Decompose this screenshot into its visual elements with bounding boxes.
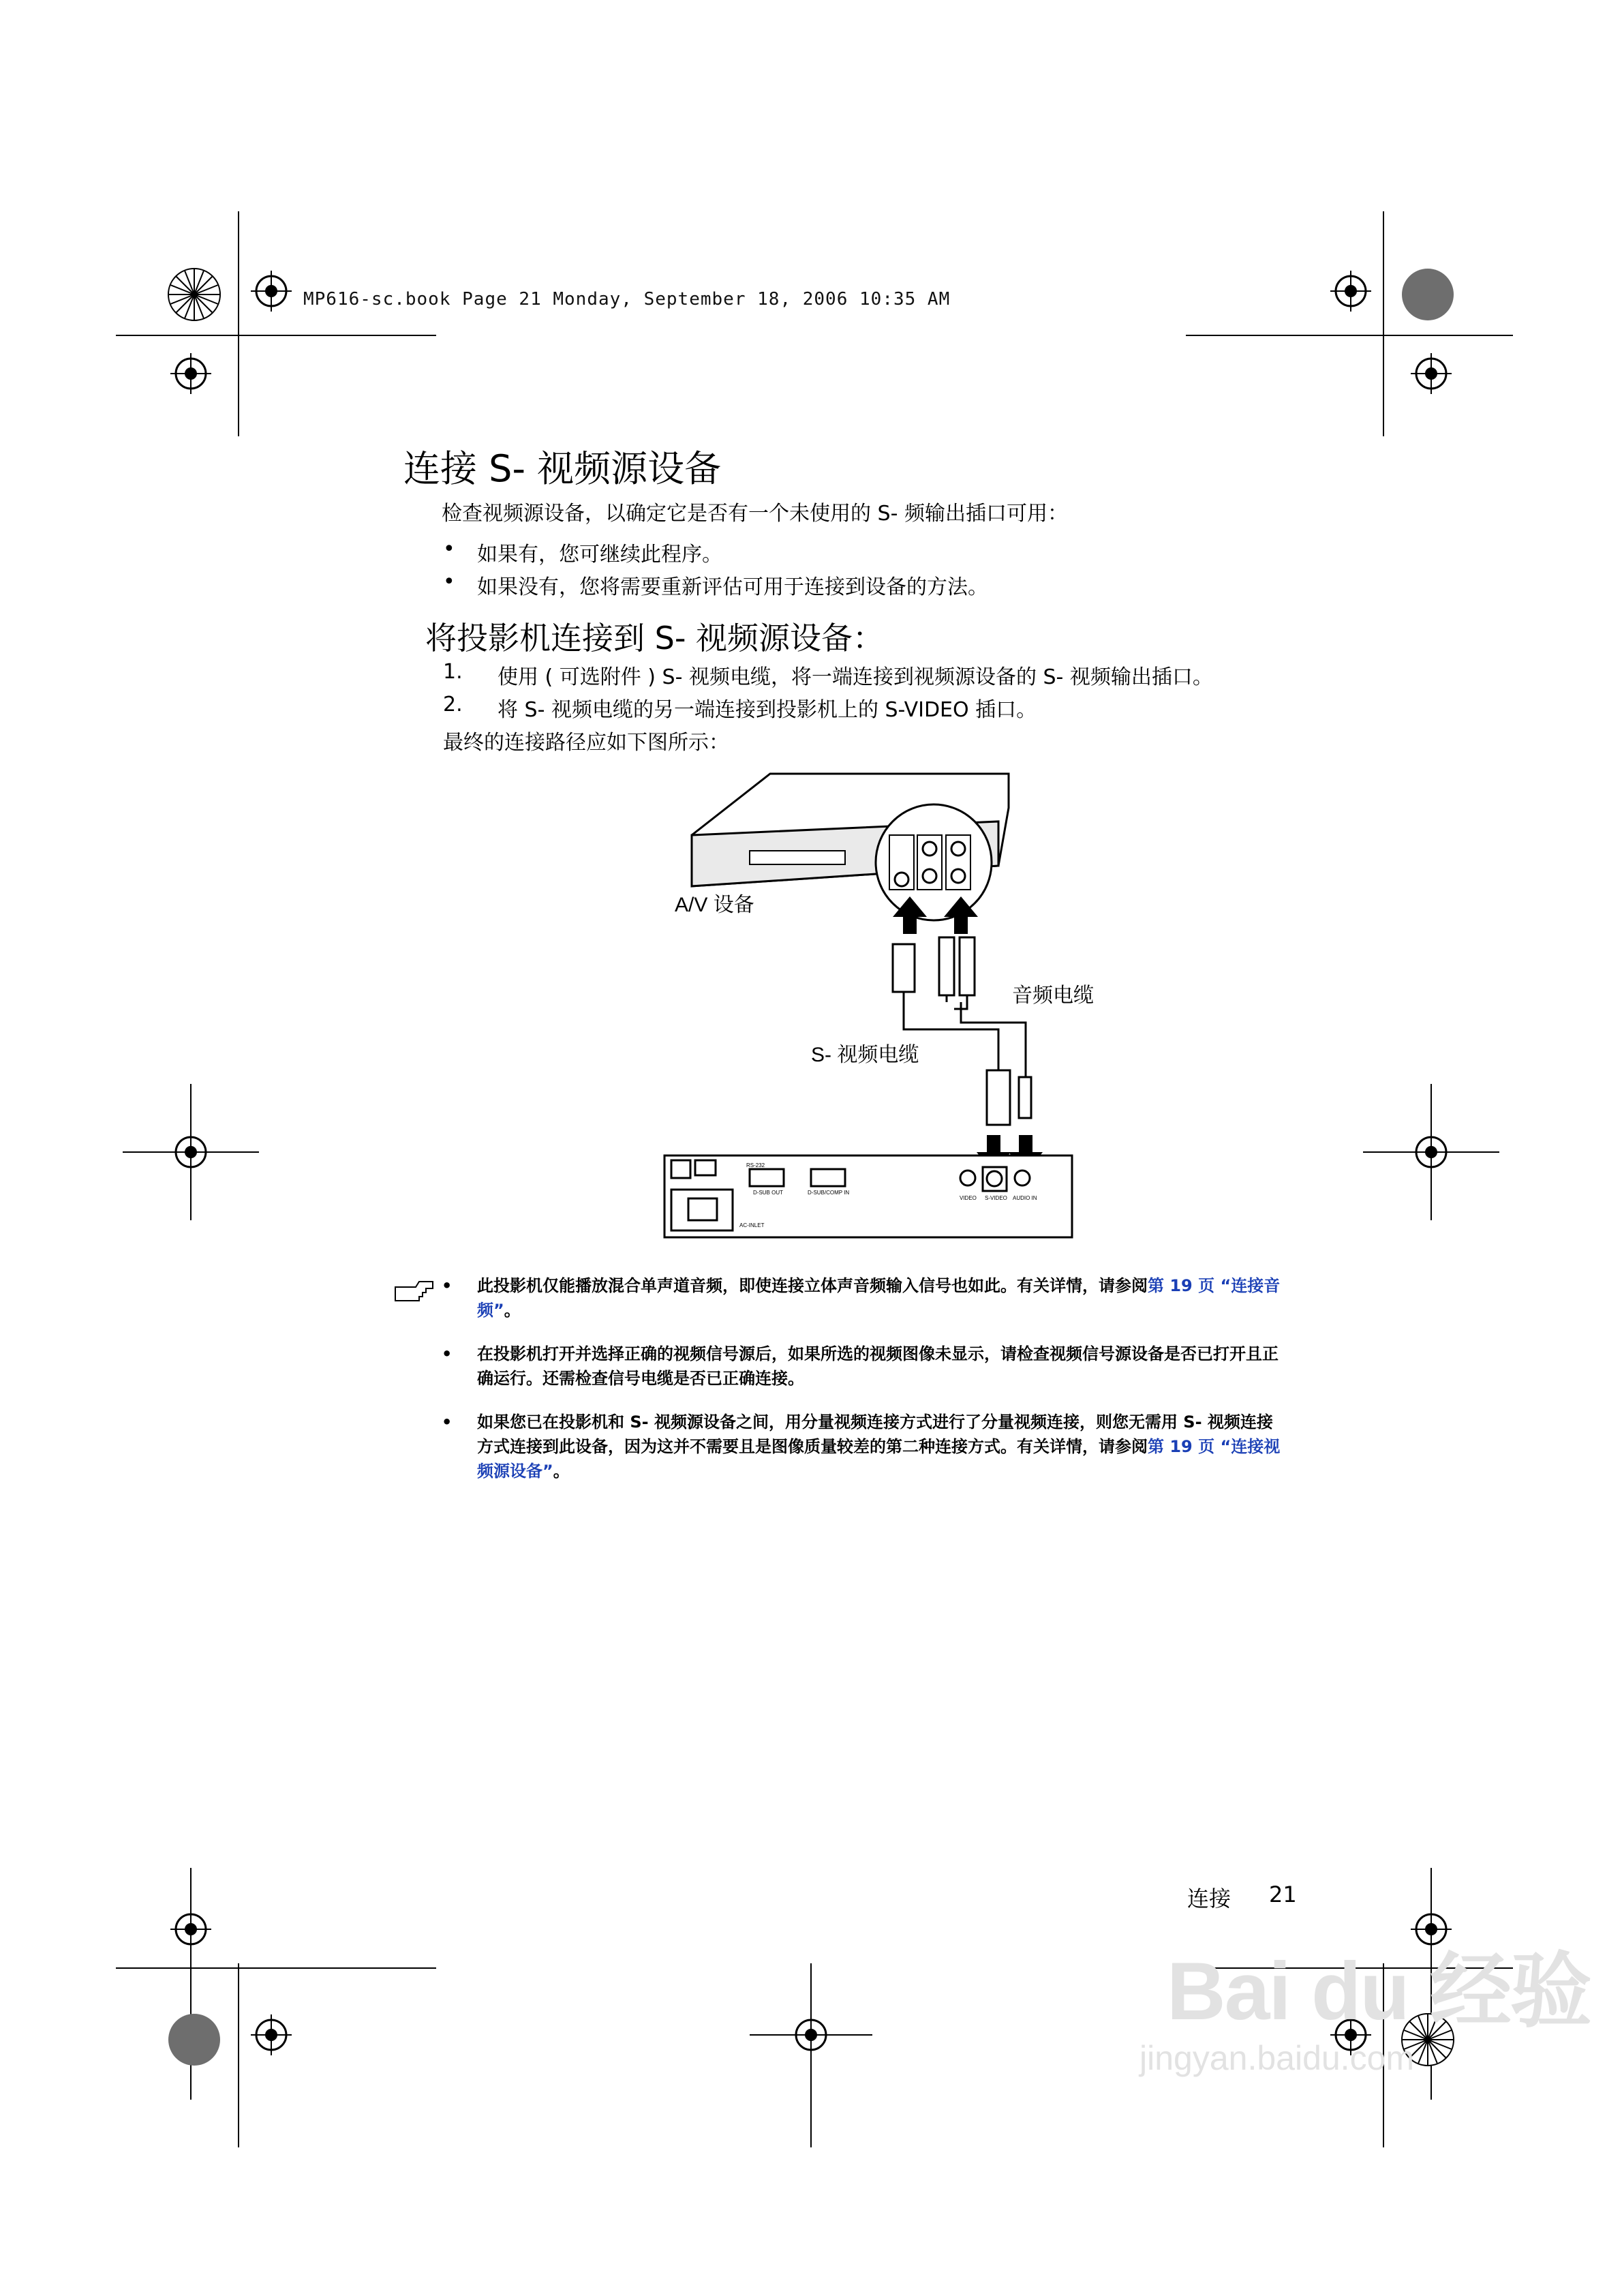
port-label: RS-232 (746, 1162, 765, 1168)
note-text: 在投影机打开并选择正确的视频信号源后，如果所选的视频图像未显示，请检查视频信号源设备是否已打开且正确运行。还需检查信号电缆是否已正确连接。 (477, 1344, 1279, 1388)
note-item (477, 1273, 1288, 1323)
bullet-marker: • (443, 537, 455, 561)
bullet-item: 如果有，您可继续此程序。 (477, 543, 722, 567)
port-label: D-SUB OUT (753, 1190, 783, 1196)
step-number: 1. (443, 660, 463, 684)
note-item (477, 1342, 1288, 1391)
note-text: 。 (504, 1301, 521, 1320)
note-bullet: • (442, 1276, 453, 1295)
port-label: D-SUB/COMP IN (808, 1190, 850, 1196)
note-text: 。 (553, 1462, 570, 1481)
bullet-marker: • (443, 570, 455, 594)
step-text: 将 S- 视频电缆的另一端连接到投影机上的 S-VIDEO 插口。 (498, 698, 1037, 722)
note-item (477, 1410, 1288, 1483)
subheading: 将投影机连接到 S- 视频源设备： (425, 620, 885, 656)
footer-section: 连接 (1187, 1886, 1231, 1912)
watermark-site: jingyan.baidu.com (1139, 2039, 1415, 2077)
final-path-text: 最终的连接路径应如下图所示： (443, 731, 729, 755)
note-bullet: • (442, 1413, 453, 1432)
note-text: 此投影机仅能播放混合单声道音频，即使连接立体声音频输入信号也如此。有关详情，请参阅 (477, 1276, 1148, 1295)
intro-text: 检查视频源设备，以确定它是否有一个未使用的 S- 频输出插口可用： (442, 502, 1068, 526)
port-label: VIDEO (960, 1195, 977, 1201)
port-label: AC-INLET (739, 1222, 765, 1228)
step-number: 2. (443, 693, 463, 716)
step-text: 使用 ( 可选附件 ) S- 视频电缆，将一端连接到视频源设备的 S- 视频输出插口。 (498, 665, 1213, 689)
av-device-label: A/V 设备 (675, 894, 754, 916)
audio-cable-label: 音频电缆 (1012, 984, 1094, 1007)
page-number: 21 (1269, 1882, 1297, 1907)
cross-reference-link[interactable]: 第 19 页 “连接音频” (477, 1276, 1281, 1320)
book-header: MP616-sc.book Page 21 Monday, September 18, 2006 10:35 AM (303, 289, 951, 309)
port-label: S-VIDEO (985, 1195, 1007, 1201)
hand-pointer-icon (392, 1273, 446, 1308)
cross-reference-link[interactable]: 第 19 页 “连接视频源设备” (477, 1437, 1281, 1481)
port-label: AUDIO IN (1013, 1195, 1037, 1201)
bullet-item: 如果没有，您将需要重新评估可用于连接到设备的方法。 (477, 575, 988, 599)
note-bullet: • (442, 1344, 453, 1363)
svideo-cable-label: S- 视频电缆 (811, 1044, 919, 1066)
watermark-logo: Bai du 经验 (1167, 1946, 1591, 2037)
note-text: 如果您已在投影机和 S- 视频源设备之间，用分量视频连接方式进行了分量视频连接，则您无需用 S- 视频连接方式连接到此设备，因为这并不需要且是图像质量较差的第二种连接方式。有关详情，请参阅 (477, 1413, 1273, 1456)
projector-panel (664, 1155, 1072, 1237)
section-title: 连接 S- 视频源设备 (403, 447, 722, 490)
